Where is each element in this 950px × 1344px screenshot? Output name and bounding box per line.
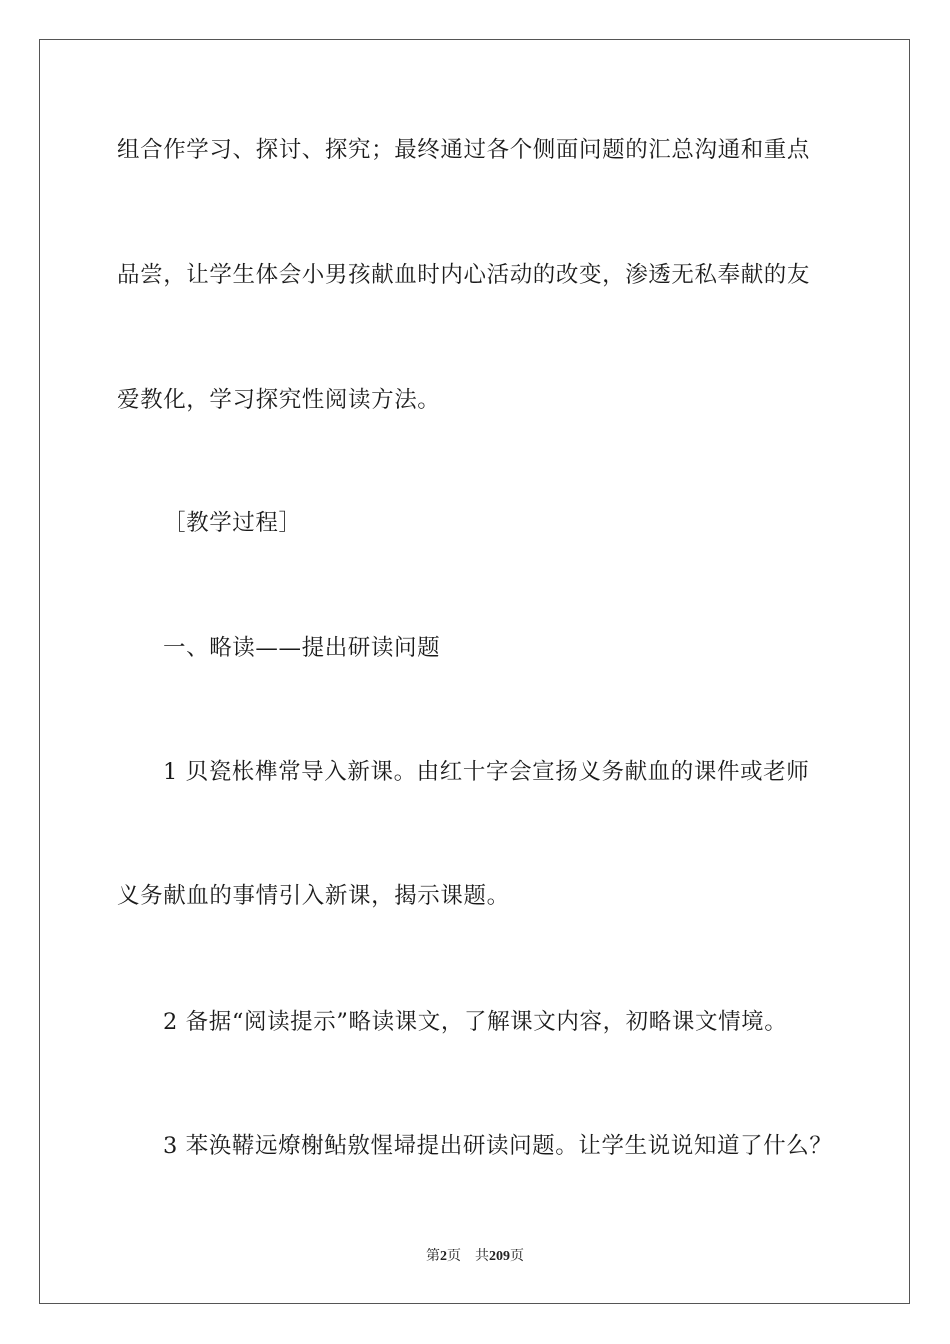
body-line-2: 品尝，让学生体会小男孩献血时内心活动的改变，渗透无私奉献的友	[117, 262, 811, 288]
body-line-item-2: 2 备据“阅读提示”略读课文，了解课文内容，初略课文情境。	[163, 1009, 788, 1035]
body-line-1: 组合作学习、探讨、探究；最终通过各个侧面问题的汇总沟通和重点	[117, 137, 811, 163]
page-border	[39, 39, 910, 1304]
body-line-item-3: 3 苯涣鞯远燎榭鲇敫惺埽提出研读问题。让学生说说知道了什么？	[163, 1133, 833, 1159]
footer-page-suffix: 页	[447, 1249, 461, 1264]
step-heading-skim-reading: 一、略读——提出研读问题	[163, 635, 441, 661]
footer-total-number: 209	[489, 1249, 510, 1264]
footer-total-suffix: 页	[510, 1249, 524, 1264]
page-footer	[0, 1245, 950, 1265]
body-line-3: 爱教化，学习探究性阅读方法。	[117, 387, 441, 413]
section-heading-teaching-process: ［教学过程］	[163, 510, 302, 536]
footer-page-prefix: 第	[426, 1249, 440, 1264]
body-line-item-1: 1 贝瓷枨榫常导入新课。由红十字会宣扬义务献血的课件或老师	[163, 759, 810, 785]
body-line-item-1-cont: 义务献血的事情引入新课，揭示课题。	[117, 883, 510, 909]
footer-total-prefix: 共	[475, 1249, 489, 1264]
footer-page-number: 2	[440, 1249, 447, 1264]
